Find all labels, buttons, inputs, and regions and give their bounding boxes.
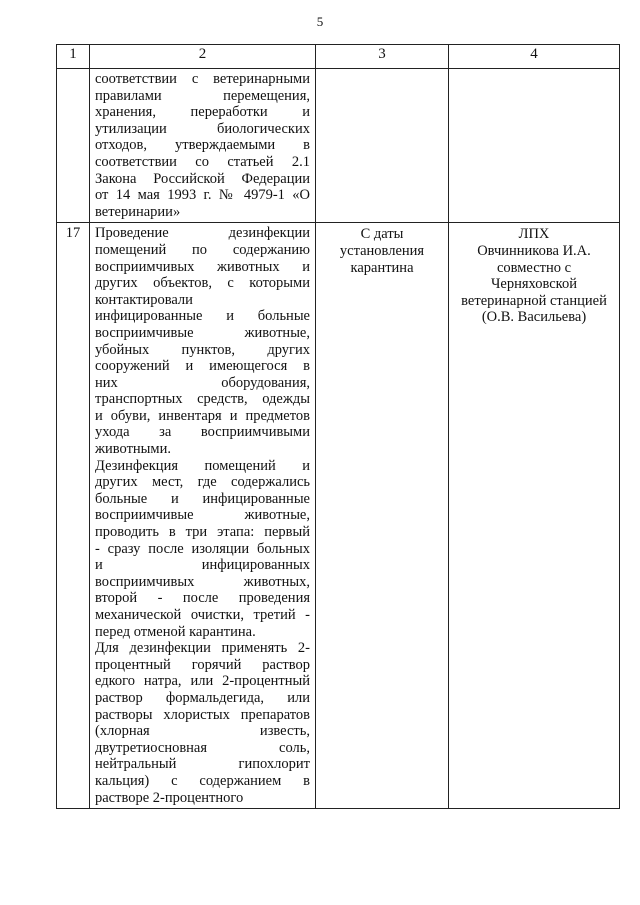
text-line: кальция) с содержанием в	[95, 772, 310, 789]
text-line: восприимчивые животные,	[95, 324, 310, 341]
text-line: правилами перемещения,	[95, 87, 310, 104]
text-line: инфицированные и больные	[95, 308, 310, 325]
text-line: Для дезинфекции применять 2-	[95, 640, 310, 657]
text-line: нейтральный гипохлорит	[95, 756, 310, 773]
row-number-cell: 17	[57, 223, 90, 809]
disinfection-stages-paragraph	[95, 458, 310, 641]
text-line: транспортных средств, одежды	[95, 391, 310, 408]
responsible-cell	[449, 223, 620, 809]
text-line: животными.	[95, 441, 171, 458]
text-line: проводить в три этапа: первый	[95, 524, 310, 541]
text-line: ухода за восприимчивыми	[95, 424, 310, 441]
text-line: Черняховской	[490, 276, 577, 293]
continuation-text	[95, 71, 310, 220]
text-line: карантина	[350, 259, 414, 276]
header-cell: 1	[57, 45, 90, 69]
text-line: соответствии со статьей 2.1	[95, 153, 310, 170]
text-line: совместно с	[496, 259, 572, 276]
measure-description-cell	[90, 223, 316, 809]
disinfectant-paragraph	[95, 640, 310, 806]
header-cell: 2	[90, 45, 316, 69]
text-line: ЛПХ	[518, 226, 550, 243]
page-number: 5	[316, 14, 324, 29]
text-line: растворе 2-процентного	[95, 789, 244, 806]
text-line: от 14 мая 1993 г. № 4979-1 «О	[95, 187, 310, 204]
measure-description-cell	[90, 69, 316, 223]
measures-table	[56, 44, 620, 809]
text-line: Закона Российской Федерации	[95, 170, 310, 187]
text-line: других мест, где содержались	[95, 474, 310, 491]
text-line: и инфицированных	[95, 557, 310, 574]
text-line: второй - после проведения	[95, 590, 310, 607]
text-line: процентный горячий раствор	[95, 656, 310, 673]
text-line: контактировали	[95, 291, 193, 308]
text-line: (хлорная известь,	[95, 723, 310, 740]
text-line: них оборудования,	[95, 374, 310, 391]
text-line: восприимчивые животные,	[95, 507, 310, 524]
text-line: (О.В. Васильева)	[481, 309, 587, 326]
responsible-cell	[449, 69, 620, 223]
header-cell: 4	[449, 45, 620, 69]
text-line: ветеринарии»	[95, 203, 181, 220]
text-line: ветеринарной станцией	[461, 292, 607, 309]
text-line: других объектов, с которыми	[95, 275, 310, 292]
text-line: больные и инфицированные	[95, 490, 310, 507]
text-line: растворы хлористых препаратов	[95, 706, 310, 723]
deadline-cell	[316, 223, 449, 809]
text-line: С даты	[360, 226, 404, 243]
header-cell: 3	[316, 45, 449, 69]
text-line: - сразу после изоляции больных	[95, 540, 310, 557]
deadline-cell	[316, 69, 449, 223]
text-line: двутретиосновная соль,	[95, 739, 310, 756]
text-line: Дезинфекция помещений и	[95, 457, 310, 474]
text-line: убойных пунктов, других	[95, 341, 310, 358]
text-line: сооружений и имеющегося в	[95, 358, 310, 375]
text-line: восприимчивых животных,	[95, 573, 310, 590]
text-line: и обуви, инвентаря и предметов	[95, 407, 310, 424]
text-line: перед отменой карантина.	[95, 623, 256, 640]
text-line: Овчинникова И.А.	[477, 242, 591, 259]
text-line: раствор формальдегида, или	[95, 689, 310, 706]
table-row	[57, 223, 620, 809]
text-line: отходов, утверждаемыми в	[95, 137, 310, 154]
text-line: установления	[339, 242, 425, 259]
text-line: утилизации биологических	[95, 120, 310, 137]
table-header-row	[57, 45, 620, 69]
text-line: хранения, переработки и	[95, 104, 310, 121]
row-number-cell	[57, 69, 90, 223]
disinfection-paragraph	[95, 225, 310, 457]
text-line: помещений по содержанию	[95, 241, 310, 258]
text-line: механической очистки, третий -	[95, 607, 310, 623]
text-line: Проведение дезинфекции	[95, 225, 310, 242]
text-line: соответствии с ветеринарными	[95, 71, 310, 87]
table-row	[57, 69, 620, 223]
text-line: восприимчивых животных и	[95, 258, 310, 275]
text-line: едкого натра, или 2-процентный	[95, 673, 310, 690]
